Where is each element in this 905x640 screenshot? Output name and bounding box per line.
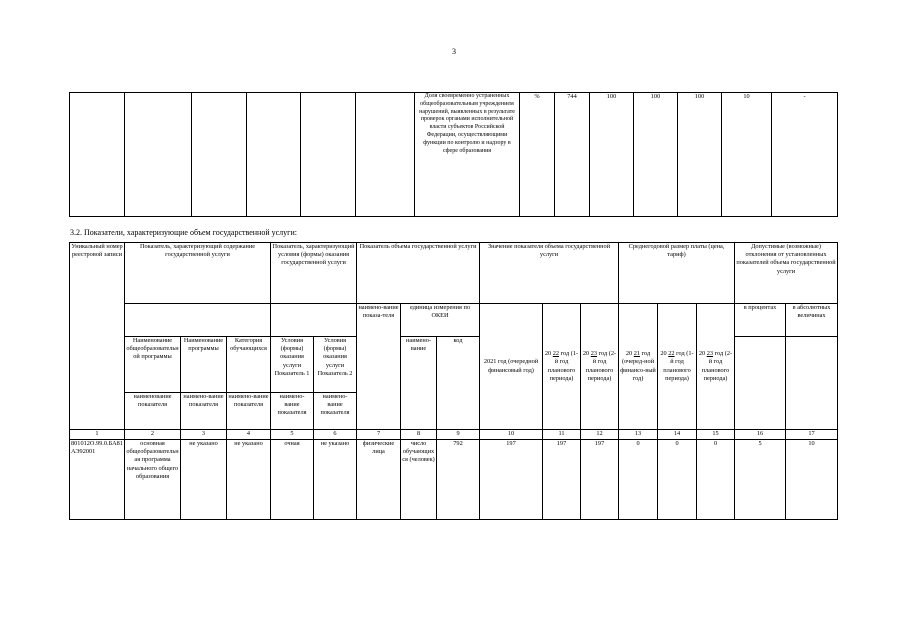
header-indicator-name: наименование показателя xyxy=(125,393,181,430)
empty-cell xyxy=(735,337,786,430)
column-number: 12 xyxy=(581,430,619,440)
header-unique-number: Уникальный номер реестровой записи xyxy=(70,243,125,430)
unit-cell: % xyxy=(520,93,555,217)
okei-code-cell: 792 xyxy=(437,440,480,520)
condition-1-cell: очная xyxy=(271,440,314,520)
header-indicator-name: наимено-вание показателя xyxy=(227,393,271,430)
value-2023-cell: 197 xyxy=(581,440,619,520)
column-number-row xyxy=(70,430,838,440)
value-2021: 100 xyxy=(590,93,634,217)
empty-cell xyxy=(786,337,838,430)
year-prefix: 20 xyxy=(582,350,590,358)
column-number: 6 xyxy=(314,430,357,440)
column-number: 1 xyxy=(70,430,125,440)
year-note: год (2-й год планового периода) xyxy=(701,350,733,382)
year-note: год (1-й год планового периода) xyxy=(663,350,694,382)
year-prefix: 20 xyxy=(698,350,706,358)
header-okei-code: код xyxy=(437,337,480,430)
column-number: 17 xyxy=(786,430,838,440)
header-okei-unit: единица измерения по ОКЕИ xyxy=(401,304,480,337)
header-row-2 xyxy=(70,304,838,337)
header-deviation-group: Допустимые (возможные) отклонения от установленных показателей объема государственной услуги xyxy=(735,243,838,304)
year-suffix: 23 xyxy=(590,350,598,358)
header-year-2021: 2021 год (очередной финансовый год) xyxy=(480,304,543,430)
value-2022-cell: 197 xyxy=(543,440,581,520)
price-2022-cell: 0 xyxy=(658,440,697,520)
column-number: 11 xyxy=(543,430,581,440)
deviation-absolute: - xyxy=(772,93,838,217)
header-price-2022 xyxy=(658,304,697,430)
header-condition-1: Условия (формы) оказания услуги Показатель 1 xyxy=(271,337,314,393)
unique-number-cell: 801012О.99.0.БА81АЭ92001 xyxy=(70,440,125,520)
program-name-cell: основная общеобразовательная программа начального общего образования xyxy=(125,440,181,520)
volume-name-cell: физические лица xyxy=(357,440,401,520)
header-program-type: Наименование программы xyxy=(181,337,227,393)
table-row xyxy=(70,440,838,520)
value-2023: 100 xyxy=(678,93,722,217)
column-number: 4 xyxy=(227,430,271,440)
quality-indicator-table xyxy=(69,92,838,217)
empty-cell xyxy=(301,93,356,217)
year-suffix: 22 xyxy=(668,350,675,358)
header-indicator-name: наимено-вание показателя xyxy=(181,393,227,430)
header-year-2022 xyxy=(543,304,581,430)
header-content-group: Показатель, характеризующий содержание государственной услуги xyxy=(125,243,271,304)
price-2023-cell: 0 xyxy=(697,440,735,520)
indicator-text: Доля своевременно устраненных общеобразовательным учреждением нарушений, выявленных в результате проверок органами исполнительной власти субъектов Российской Федерации, осуществляющими функции по контролю и надзору в сфере образования xyxy=(415,93,520,217)
year-suffix: 22 xyxy=(552,350,560,358)
header-indicator-name: наимено-вание показателя xyxy=(271,393,314,430)
volume-indicator-table xyxy=(69,242,838,520)
deviation-percent: 10 xyxy=(722,93,772,217)
empty-cell xyxy=(125,93,192,217)
header-price-2023 xyxy=(697,304,735,430)
year-note: год (2-й год планового периода) xyxy=(585,350,617,382)
column-number: 5 xyxy=(271,430,314,440)
empty-cell xyxy=(247,93,301,217)
value-2021-cell: 197 xyxy=(480,440,543,520)
header-okei-name: наимено-вание xyxy=(401,337,437,430)
category-cell: не указано xyxy=(227,440,271,520)
column-number: 2 xyxy=(125,430,181,440)
price-2021-cell: 0 xyxy=(619,440,658,520)
year-suffix: 21 xyxy=(633,350,640,358)
header-price-2021 xyxy=(619,304,658,430)
column-number: 15 xyxy=(697,430,735,440)
okei-name-cell: число обучающихся (человек) xyxy=(401,440,437,520)
year-prefix: 20 xyxy=(544,350,552,358)
empty-cell xyxy=(192,93,247,217)
header-condition-2: Условия (формы) оказания услуги Показатель 2 xyxy=(314,337,357,393)
year-prefix: 20 xyxy=(660,350,667,358)
column-number: 3 xyxy=(181,430,227,440)
empty-cell xyxy=(125,304,271,337)
header-volume-group: Показатель объема государственной услуги xyxy=(357,243,480,304)
column-number: 8 xyxy=(401,430,437,440)
year-prefix: 20 xyxy=(625,350,633,358)
empty-cell xyxy=(356,93,415,217)
condition-2-cell: не указано xyxy=(314,440,357,520)
header-deviation-absolute: в абсолютных величинах xyxy=(786,304,838,337)
page-number: 3 xyxy=(452,47,456,56)
code-cell: 744 xyxy=(555,93,590,217)
section-title: 3.2. Показатели, характеризующие объем государственной услуги: xyxy=(70,228,297,237)
column-number: 14 xyxy=(658,430,697,440)
header-year-2023 xyxy=(581,304,619,430)
header-conditions-group: Показатель, характеризующий условия (формы) оказания государственной услуги xyxy=(271,243,357,304)
column-number: 13 xyxy=(619,430,658,440)
header-value-group: Значение показателя объема государственной услуги xyxy=(480,243,619,304)
column-number: 9 xyxy=(437,430,480,440)
year-note: год (1-й год планового периода) xyxy=(547,350,579,382)
header-program-name: Наименование общеобразовательной программы xyxy=(125,337,181,393)
program-type-cell: не указано xyxy=(181,440,227,520)
header-indicator-name: наимено-вание показателя xyxy=(314,393,357,430)
column-number: 16 xyxy=(735,430,786,440)
year-note: год (очеред-ной финансо-вый год) xyxy=(620,350,656,382)
value-2022: 100 xyxy=(634,93,678,217)
year-suffix: 23 xyxy=(706,350,714,358)
header-deviation-percent: в процентах xyxy=(735,304,786,337)
deviation-absolute-cell: 10 xyxy=(786,440,838,520)
empty-cell xyxy=(271,304,357,337)
table-row xyxy=(70,93,838,217)
column-number: 7 xyxy=(357,430,401,440)
header-volume-name: наимено-вание показа-теля xyxy=(357,304,401,430)
empty-cell xyxy=(70,93,125,217)
column-number: 10 xyxy=(480,430,543,440)
header-price-group: Среднегодовой размер платы (цена, тариф) xyxy=(619,243,735,304)
header-category: Категория обучающихся xyxy=(227,337,271,393)
header-row-1 xyxy=(70,243,838,304)
deviation-percent-cell: 5 xyxy=(735,440,786,520)
